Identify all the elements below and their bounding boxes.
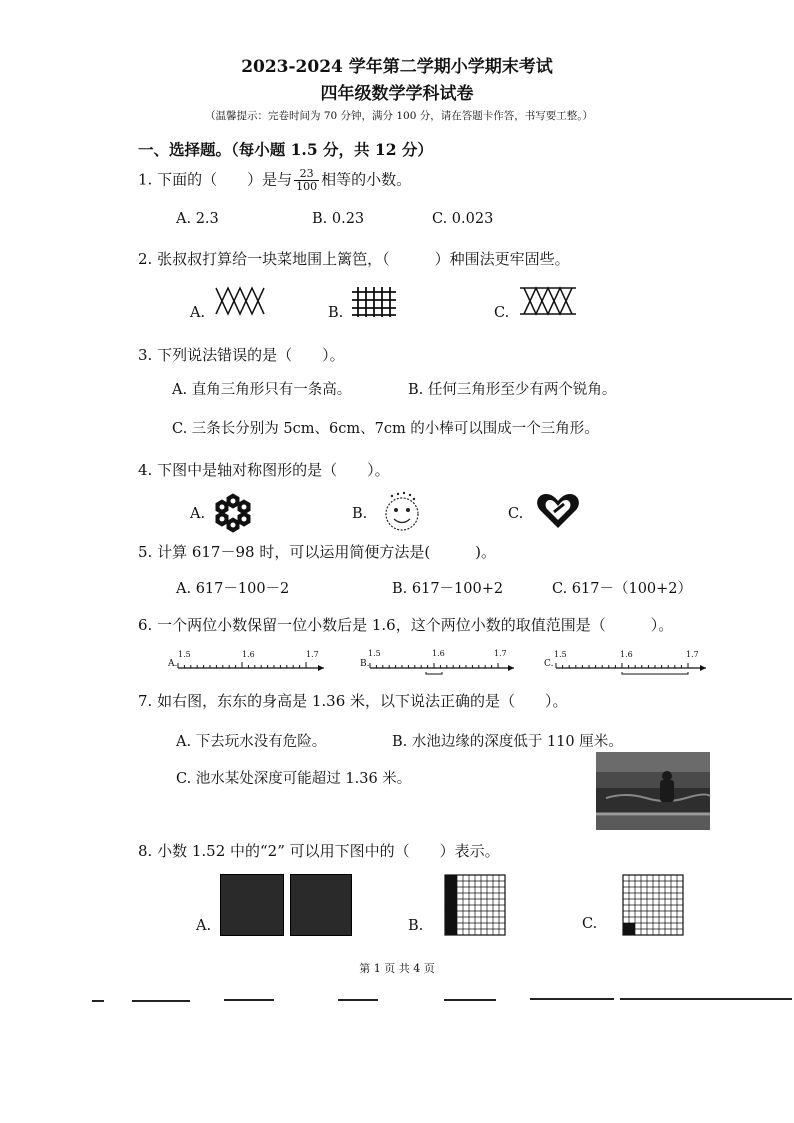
q6a-tick-1-6: 1.6 [242,650,255,659]
fence-cross-figure [214,284,268,318]
scan-artifact-line [620,998,792,1000]
q3-option-a: A. 直角三角形只有一条高。 [172,382,352,398]
q6b-tick-1-6: 1.6 [432,649,445,658]
fraction-denominator: 100 [296,180,318,193]
hundredths-grid-c [622,874,684,936]
q6-label-c: C. [544,659,554,669]
q4-label-c: C. [508,506,524,522]
scan-artifact-line [92,1000,104,1002]
scan-artifact-line [132,1000,190,1002]
question-6: 6. 一个两位小数保留一位小数后是 1.6，这个两位小数的取值范围是（ ）。 [138,616,674,634]
scan-artifact-line [530,998,614,1000]
heart-hand-figure [534,490,582,532]
q2-label-a: A. [190,305,206,321]
q6a-tick-1-5: 1.5 [178,650,191,659]
q2-label-c: C. [494,305,510,321]
q6c-tick-1-6: 1.6 [620,650,633,659]
q1-option-a: A. 2.3 [176,211,219,227]
hexagon-ring-figure [208,491,258,535]
number-line-a [178,660,328,674]
q5-option-a: A. 617－100－2 [176,581,290,597]
q1-option-c: C. 0.023 [432,211,494,227]
q7-option-a: A. 下去玩水没有危险。 [176,734,327,750]
q5-option-c: C. 617－（100+2） [552,581,693,597]
full-square-2 [290,874,352,936]
exam-subtitle: 四年级数学学科试卷 [320,84,474,104]
q1-option-b: B. 0.23 [312,211,365,227]
question-8: 8. 小数 1.52 中的“2” 可以用下图中的（ ）表示。 [138,842,500,860]
question-4: 4. 下图中是轴对称图形的是（ ）。 [138,461,390,479]
q8-label-c: C. [582,916,598,932]
section-heading: 一、选择题。（每小题 1.5 分，共 12 分） [138,140,433,159]
full-square-1 [220,874,284,936]
q3-option-b: B. 任何三角形至少有两个锐角。 [408,382,617,398]
question-2: 2. 张叔叔打算给一块菜地围上篱笆，（ ）种围法更牢固些。 [138,250,570,268]
fraction [294,168,319,193]
fraction-numerator: 23 [294,168,319,181]
fence-grid-figure [350,286,398,318]
q6b-tick-1-7: 1.7 [494,649,507,658]
q6b-tick-1-5: 1.5 [368,649,381,658]
q6c-tick-1-5: 1.5 [554,650,567,659]
question-1-suffix: 相等的小数。 [321,170,412,189]
q2-label-b: B. [328,305,344,321]
scan-artifact-line [444,999,496,1001]
face-figure [380,490,424,534]
q6-label-a: A. [168,659,178,669]
fence-braced-figure [518,284,578,318]
pool-photo [596,752,710,830]
q5-option-b: B. 617－100+2 [392,581,504,597]
question-5: 5. 计算 617－98 时，可以运用简便方法是( )。 [138,543,497,561]
page-number: 第 1 页 共 4 页 [359,962,435,975]
q6a-tick-1-7: 1.7 [306,650,319,659]
exam-title: 2023-2024 学年第二学期小学期末考试 [241,57,553,77]
hundredths-grid-b [444,874,506,936]
q7-option-c: C. 池水某处深度可能超过 1.36 米。 [176,771,412,787]
question-1-prefix: 1. 下面的（ ）是与 [138,170,293,189]
q4-label-a: A. [190,506,206,522]
question-1 [138,168,411,193]
number-line-b [370,660,518,674]
question-3: 3. 下列说法错误的是（ ）。 [138,346,345,364]
exam-tip: （温馨提示：完卷时间为 70 分钟，满分 100 分，请在答题卡作答，书写要工整。） [205,110,594,122]
q7-option-b: B. 水池边缘的深度低于 110 厘米。 [392,734,623,750]
scan-artifact-line [224,999,274,1001]
q8-label-a: A. [196,918,212,934]
q4-label-b: B. [352,506,368,522]
q8-label-b: B. [408,918,424,934]
q3-option-c: C. 三条长分别为 5cm、6cm、7cm 的小棒可以围成一个三角形。 [172,421,599,437]
scan-artifact-line [338,999,378,1001]
q6c-tick-1-7: 1.7 [686,650,699,659]
number-line-c [556,660,710,674]
question-7: 7. 如右图，东东的身高是 1.36 米，以下说法正确的是（ ）。 [138,692,568,710]
q6-label-b: B. [360,659,370,669]
